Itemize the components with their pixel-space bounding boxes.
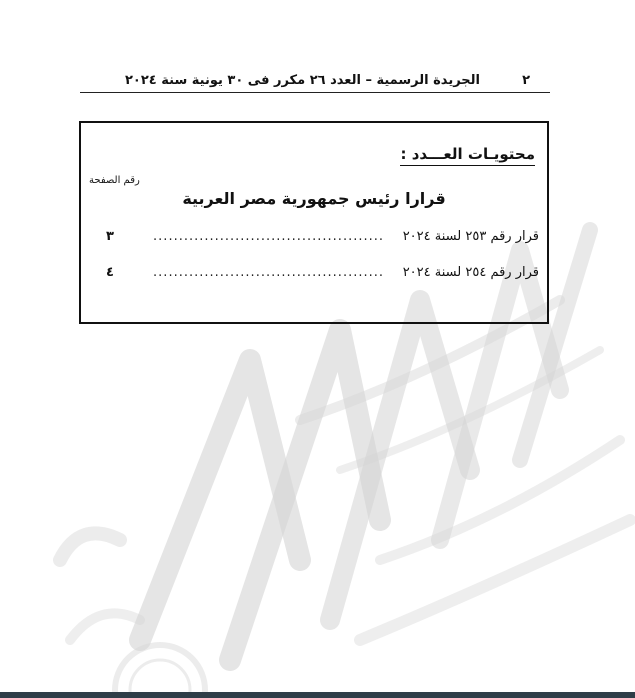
leader-dots (151, 229, 384, 244)
entry-page-number: ٤ (106, 265, 114, 280)
header-page-number: ٢ (522, 73, 530, 88)
contents-entry (106, 265, 539, 285)
header-title: الجريدة الرسمية – العدد ٢٦ مكرر فى ٣٠ يونية سنة ٢٠٢٤ (124, 73, 480, 88)
entry-title: قرار رقم ٢٥٣ لسنة ٢٠٢٤ (402, 229, 539, 244)
bottom-bar (0, 692, 635, 698)
running-header (80, 70, 550, 93)
contents-heading: محتويـات العـــدد : (400, 145, 535, 166)
leader-dots (151, 265, 384, 280)
contents-box (79, 121, 549, 324)
entry-page-number: ٣ (106, 229, 114, 244)
entry-title: قرار رقم ٢٥٤ لسنة ٢٠٢٤ (402, 265, 539, 280)
contents-entry (106, 229, 539, 249)
section-title: قرارا رئيس جمهورية مصر العربية (182, 189, 446, 208)
page-column-label: رقم الصفحة (89, 175, 140, 186)
